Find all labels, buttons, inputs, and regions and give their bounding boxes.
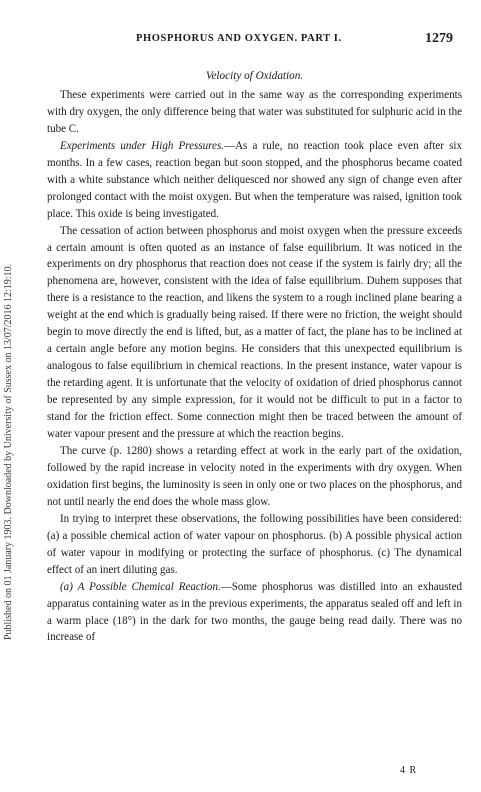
running-title: PHOSPHORUS AND OXYGEN. PART I. xyxy=(136,33,342,44)
signature-mark: 4 R xyxy=(400,765,418,776)
paragraph-6 xyxy=(47,579,462,647)
paragraph-1 xyxy=(47,87,462,138)
download-watermark-text: Published on 01 January 1903. Downloaded by University of Sussex on 13/07/2016 12:19:10. xyxy=(3,263,14,640)
paragraph-6-text: —Some phosphorus was distilled into an exhausted apparatus containing water as in the previous experiments, the apparatus sealed off and left in a warm place (18°) in the dark for two months, the gauge being read daily. There was no increase of xyxy=(47,580,462,644)
paragraph-3-text: The cessation of action between phosphorus and moist oxygen when the pressure exceeds a certain amount is often quoted as an instance of false equilibrium. It was noticed in the experiments on dry phosphorus that reaction does not cease if the system is fairly dry; all the phenomena are, however, consistent with the idea of false equilibrium. Duhem supposes that there is a resistance to the reaction, and likens the system to a rough inclined plane bearing a weight at the end which is gradually being raised. If there were no friction, the weight should begin to move directly the end is lifted, but, as a matter of fact, the plane has to be inclined at a certain angle before any motion begins. He considers that this unexpected equilibrium is analogous to false equilibrium in chemical reactions. In the present instance, water vapour is the retarding agent. It is unfortunate that the velocity of oxidation of dried phosphorus cannot be represented by any simple expression, for it would not be difficult to put in a factor to stand for the friction effect. Some connection might then be traced between the amount of water vapour present and the pressure at which the reaction begins. xyxy=(47,224,462,441)
paragraph-3 xyxy=(47,223,462,443)
paragraph-5-text: In trying to interpret these observations, the following possibilities have been considered: (a) a possible chemical action of water vapour on phosphorus. (b) A possible physical action of water vapour in modifying or protecting the surface of phosphorus. (c) The dynamical effect of an inert diluting gas. xyxy=(47,512,462,576)
paragraph-6-lead: (a) A Possible Chemical Reaction. xyxy=(60,580,221,593)
section-title: Velocity of Oxidation. xyxy=(205,70,304,82)
paragraph-4-text: The curve (p. 1280) shows a retarding effect at work in the early part of the oxidation, followed by the rapid increase in velocity noted in the experiments with dry oxygen. When oxidation first begins, the luminosity is seen in only one or two places on the phosphorus, and not until nearly the end does the whole mass glow. xyxy=(47,444,462,508)
paragraph-1-text: These experiments were carried out in the same way as the corresponding experiments with dry oxygen, the only difference being that water was substituted for sulphuric acid in the tube C. xyxy=(47,88,462,135)
paragraph-2-lead: Experiments under High Pressures. xyxy=(60,139,225,152)
paragraph-2-text: —As a rule, no reaction took place even after six months. In a few cases, reaction began but soon stopped, and the phosphorus became coated with a white substance which neither deliquesced nor showed any sign of change even after prolonged contact with the moist oxygen. But when the temperature was raised, ignition took place. This oxide is being investigated. xyxy=(47,139,462,220)
paragraph-5 xyxy=(47,511,462,579)
page-number: 1279 xyxy=(425,31,453,46)
paragraph-2 xyxy=(47,138,462,223)
paragraph-4 xyxy=(47,443,462,511)
article-body xyxy=(47,68,462,646)
page-header xyxy=(60,33,453,49)
